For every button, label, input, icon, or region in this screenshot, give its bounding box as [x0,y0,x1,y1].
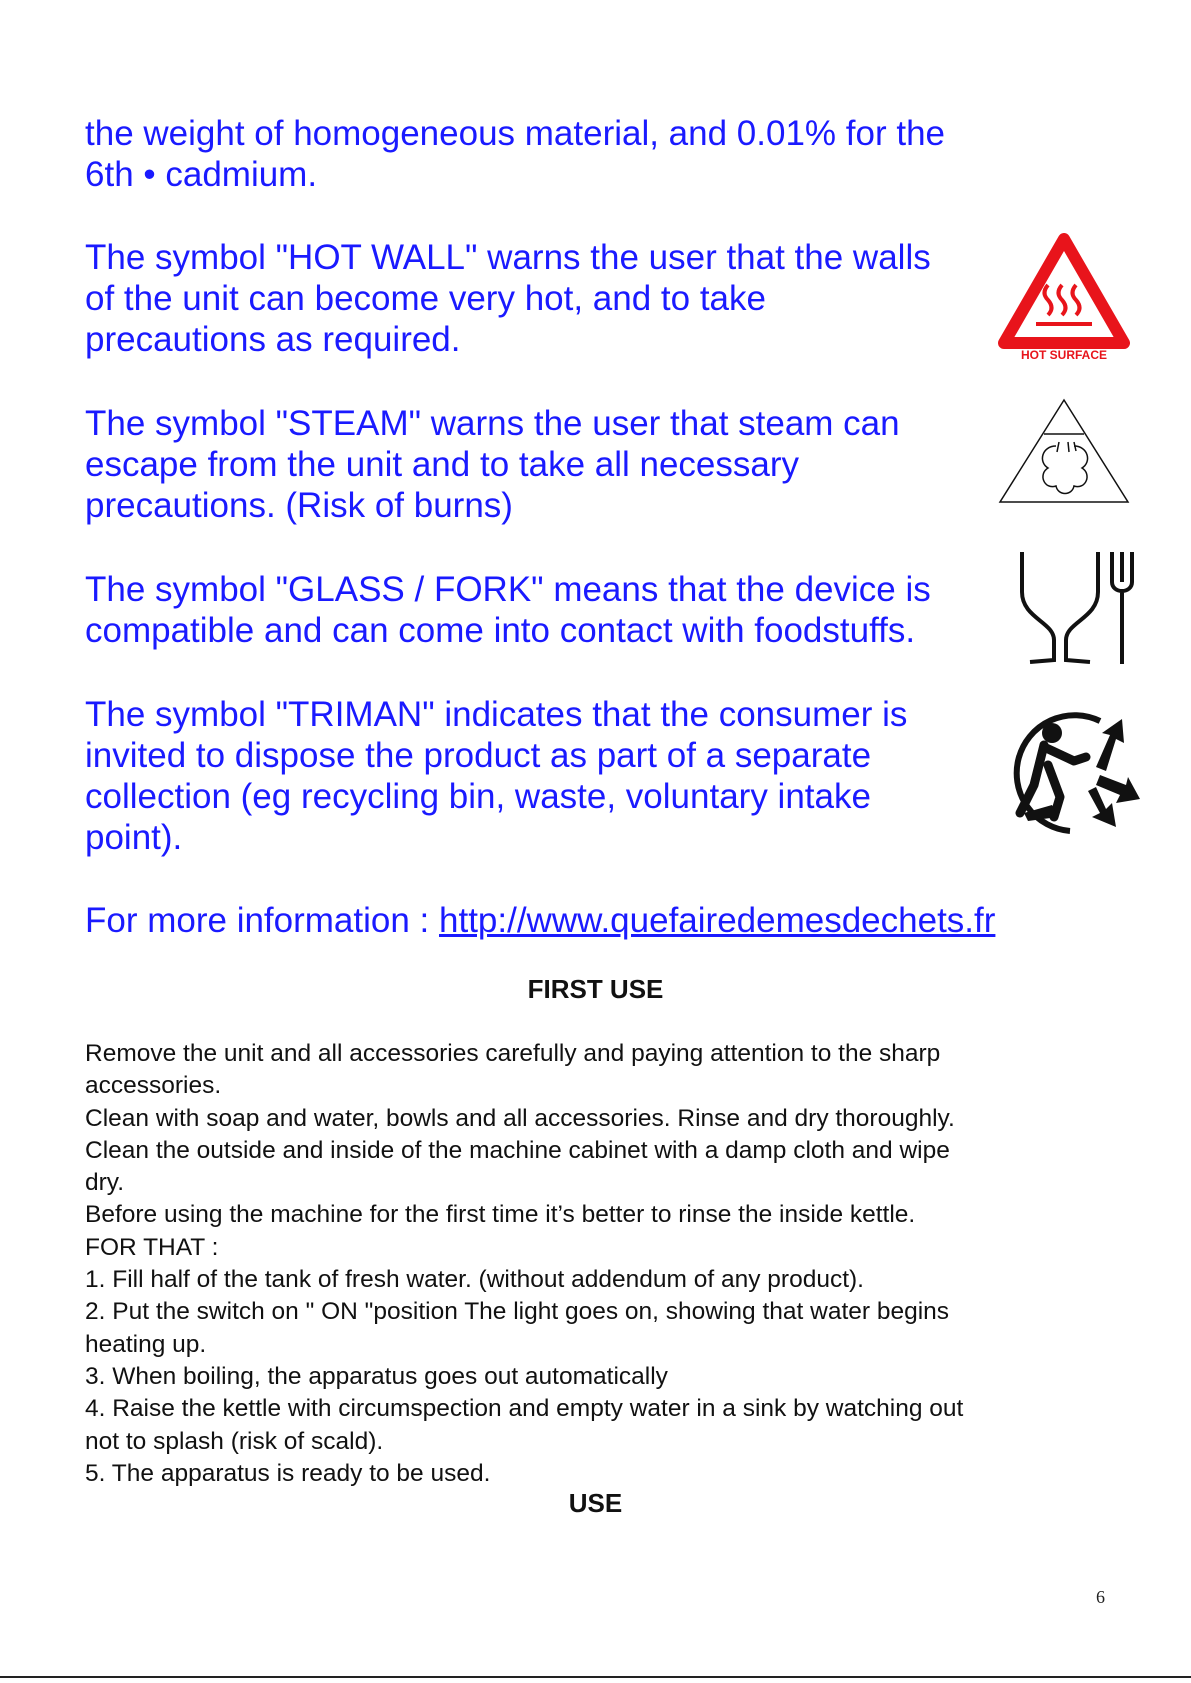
paragraph-line: The symbol "HOT WALL" warns the user that the walls [85,238,931,277]
paragraph-line: collection (eg recycling bin, waste, voluntary intake [85,777,871,816]
paragraph-line: precautions. (Risk of burns) [85,486,513,525]
glass-fork-paragraph [85,569,931,651]
intro-text [85,113,945,195]
paragraph-line: precautions as required. [85,320,461,359]
steam-paragraph [85,403,900,526]
recycling-info-link[interactable]: http://www.quefairedemesdechets.fr [439,901,996,940]
steam-icon [998,398,1130,509]
paragraph-line: The symbol "GLASS / FORK" means that the device is [85,570,931,609]
hot-surface-label: HOT SURFACE [1020,348,1108,362]
instruction-line: Remove the unit and all accessories carefully and paying attention to the sharp [85,1040,941,1067]
first-use-heading: FIRST USE [527,974,664,1004]
paragraph-line: The symbol "STEAM" warns the user that steam can [85,404,900,443]
page-bottom-divider [0,1676,1191,1678]
triman-paragraph [85,694,907,858]
more-info-prefix: For more information : [85,901,439,940]
paragraph-line: of the unit can become very hot, and to take [85,279,766,318]
instruction-line: 2. Put the switch on " ON "position The light goes on, showing that water begins [85,1298,950,1326]
more-info-line [85,900,995,941]
glass-fork-icon [1018,548,1136,673]
instruction-line: 1. Fill half of the tank of fresh water. (without addendum of any product). [85,1266,864,1294]
instruction-line: 5. The apparatus is ready to be used. [85,1459,491,1487]
instruction-line: Clean the outside and inside of the machine cabinet with a damp cloth and wipe [85,1136,950,1164]
instruction-line: not to splash (risk of scald). [85,1427,384,1455]
first-use-instructions [85,1038,1125,1490]
instruction-line: 4. Raise the kettle with circumspection and empty water in a sink by watching out [85,1395,964,1423]
hot-surface-icon [998,233,1130,368]
intro-line: the weight of homogeneous material, and 0.01% for the [85,114,945,153]
hot-wall-paragraph [85,237,931,360]
instruction-line: dry. [85,1169,125,1197]
paragraph-line: invited to dispose the product as part of a separate [85,736,872,775]
instruction-line: Before using the machine for the first time it’s better to rinse the inside kettle. [85,1201,916,1229]
intro-line: 6th • cadmium. [85,155,318,194]
instruction-line: heating up. [85,1330,207,1358]
paragraph-line: The symbol "TRIMAN" indicates that the consumer is [85,695,908,734]
instruction-line: accessories. [85,1072,222,1100]
page-number: 6 [1096,1587,1105,1607]
paragraph-line: compatible and can come into contact with foodstuffs. [85,611,916,650]
instruction-line: 3. When boiling, the apparatus goes out automatically [85,1362,668,1390]
paragraph-line: escape from the unit and to take all necessary [85,445,800,484]
instruction-line: FOR THAT : [85,1233,219,1261]
use-heading: USE [568,1488,623,1518]
paragraph-line: point). [85,818,183,857]
instruction-line: Clean with soap and water, bowls and all accessories. Rinse and dry thoroughly. [85,1104,955,1132]
triman-icon [1004,705,1140,840]
